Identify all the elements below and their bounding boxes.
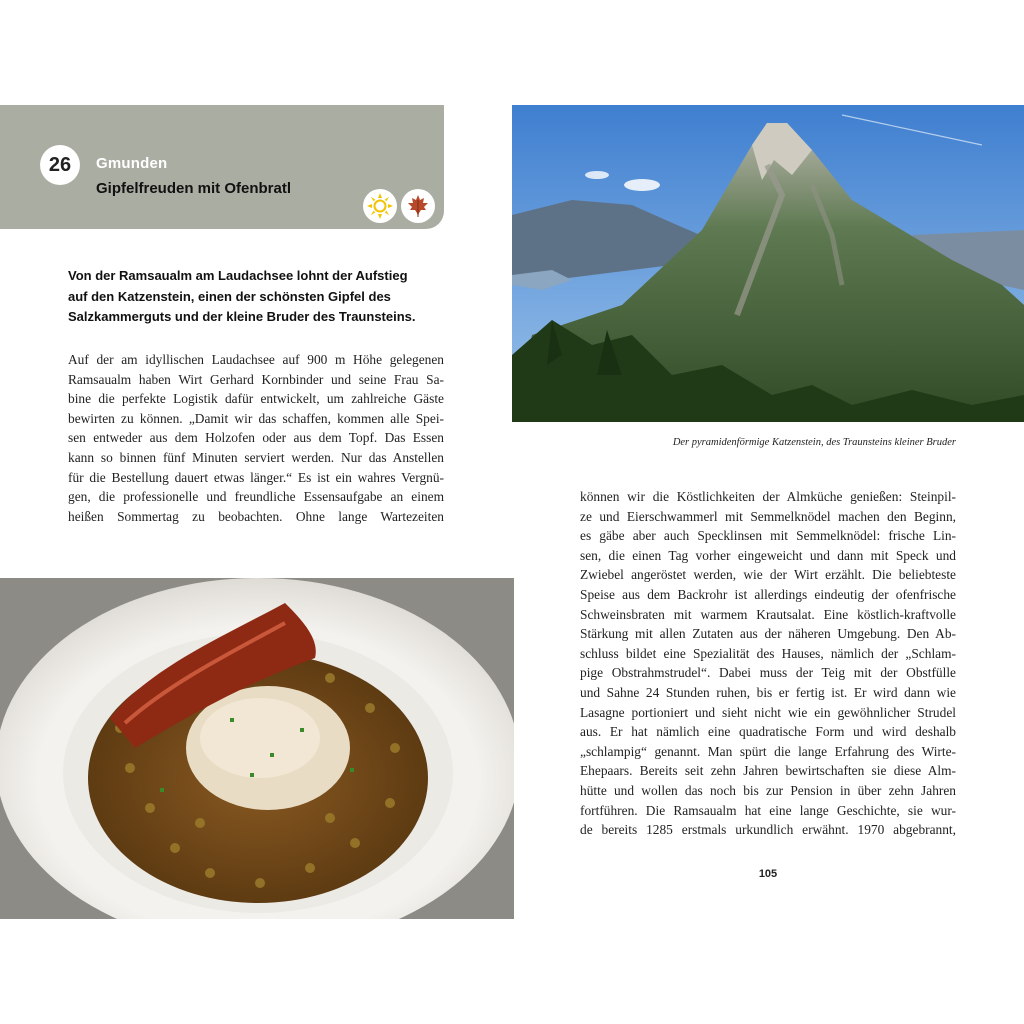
intro-line: Salzkammerguts und der kleine Bruder des Traunsteins. (68, 309, 416, 324)
autumn-leaf-icon (401, 189, 435, 223)
intro-line: Von der Ramsaualm am Laudachsee lohnt der Aufstieg (68, 268, 408, 283)
mountain-photo (512, 105, 1024, 422)
text-line: kann so binnen fünf Minuten serviert werden. Nur das Anstellen (68, 449, 444, 465)
text-line: aus. Er hat nämlich eine quadratische Form und wird deshalb (580, 724, 956, 740)
text-line: es gäbe aber auch Specklinsen mit Semmelknödel: frische Lin- (580, 528, 956, 544)
intro-paragraph (68, 266, 416, 328)
chapter-number-badge: 26 (40, 145, 80, 185)
text-line: hütte und wollen das noch bis zur Pension in über zehn Jahren (580, 782, 956, 798)
chapter-title: Gipfelfreuden mit Ofenbratl (96, 180, 292, 197)
intro-line: auf den Katzenstein, einen der schönsten Gipfel des (68, 288, 391, 304)
text-line: schluss bildet eine Spezialität des Hauses, nämlich der „Schlam- (580, 645, 956, 661)
text-line: können wir die Köstlichkeiten der Almküche genießen: Steinpil- (580, 489, 956, 504)
text-line: Lasagne portioniert und sieht nicht wie ein gewöhnlicher Strudel (580, 704, 956, 720)
text-line: „schlampig“ genannt. Man spürt die lange Erfahrung des Wirte- (580, 743, 956, 759)
text-line: Ehepaars. Bereits seit zehn Jahren bewirtschaften sie diese Alm- (580, 763, 956, 779)
sun-icon (363, 189, 397, 223)
text-line: Speise aus dem Backrohr ist allerdings eindeutig der ofenfrische (580, 586, 956, 602)
text-line: bine die perfekte Logistik dafür entwickelt, um zahlreiche Gäste (68, 391, 444, 407)
text-line: pige Obstrahmstrudel“. Dabei muss der Teig mit der Obstfülle (580, 665, 956, 681)
page-number: 105 (758, 868, 778, 880)
body-text-right (580, 487, 956, 840)
text-line: Auf der am idyllischen Laudachsee auf 900 m Höhe gelegenen (68, 352, 444, 367)
text-line: für die Bestellung dauert etwas länger.“ Es ist ein wahres Vergnü- (68, 469, 444, 485)
photo-caption: Der pyramidenförmige Katzenstein, des Traunsteins kleiner Bruder (672, 437, 956, 448)
text-line: Schweinsbraten mit warmem Krautsalat. Eine köstlich-kraftvolle (580, 606, 956, 622)
text-line: Ramsaualm haben Wirt Gerhard Kornbinder und seine Frau Sa- (68, 371, 444, 387)
text-line: ze und Eierschwammerl mit Semmelknödel machen den Beginn, (580, 508, 956, 524)
text-line: Stärkung mit allen Zutaten aus der näheren Umgebung. Den Ab- (580, 626, 956, 642)
text-line: und Sahne 24 Stunden ruhen, bis er fertig ist. Er wird dann wie (580, 684, 956, 700)
text-line: bewirten zu können. „Damit wir das schaffen, kommen alle Spei- (68, 410, 444, 426)
text-line: heißen Sommertag zu beobachten. Ohne lange Wartezeiten (68, 508, 444, 524)
text-line: Zwiebel angeröstet werden, wie der Wirt erzählt. Die beliebteste (580, 567, 956, 583)
text-line: fortführen. Die Ramsaualm hat eine lange Geschichte, sie wur- (580, 802, 956, 818)
text-line: sen, die einen Tag vorher eingeweicht und dann mit Speck und (580, 547, 956, 563)
chapter-place: Gmunden (96, 155, 168, 172)
body-text-left (68, 350, 444, 526)
text-line: gen, die professionelle und freundliche Essensaufgabe an einem (68, 489, 444, 505)
food-photo (0, 578, 514, 919)
text-line: de bereits 1285 erstmals urkundlich erwähnt. 1970 abgebrannt, (580, 822, 956, 838)
text-line: sen entweder aus dem Holzofen oder aus dem Topf. Das Essen (68, 430, 444, 446)
